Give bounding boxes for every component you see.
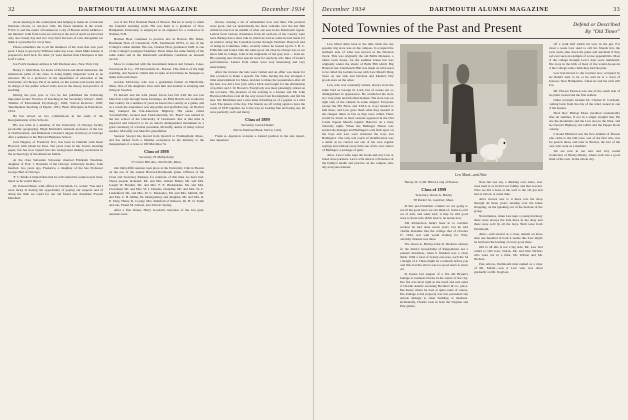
paragraph: Hersey W. to Mr. Hilton Long of Boston. [404,180,459,184]
class-address: 58 Parker St., Gardner, Mass. [413,198,455,203]
paragraph: Other travelers include Dr. Charles E. Caldwell, coming back from the day of the wind owned at one of the houses. [548,97,620,110]
paragraph: Herbert Hoar continues to practice law in Boston. His father, Hartmann Hoar of Claremont, N.H., Dartmouth 1870's, is one of the College's oldest alumni. His son, Charles Hoar, graduated 1928, is one of the College's youngest freshmen. Three times the same family of the same name and in the Dartmouth enrollment constitute an unusual record. [109,37,204,62]
left-columns [8,20,305,420]
paragraph: Frank A. Appleton occupies a trusted position in the sale depart. bus. departure [210,134,305,143]
paragraph: Jack Hagerty of Freehold, N.J., has been in Durham with Dean Howard, with whom he lives. Ten years were in the Town's morning paper, but has now lapsed into the background making excursions in the archaeology of the American Indian. [8,140,103,157]
paragraph: During the past year or two he has published the following important works: 'Practice of Teaching in the Secondary School', 1926; 'Outline of Educational Psychology', 1926; 'School Reviews', 1930; 'Intermediate Teaching of Pupils', 1931; 'Basic Principles in Education', 1934. [8,92,103,113]
byline-line-1: Defend or Described [573,22,620,29]
photo-caption: Lew Mead—and Alice [455,173,487,177]
right-page [314,0,628,420]
paragraph: son of the First National Bank of Boston. But he is ready to mark the founded teaching work. His son Kent is a graduate of New Hampshire University, is employed as an engineer for a contractor in Nashua, N.H. [109,20,204,37]
paragraph: 'F. J.' thinks it improbable that he will attend the reunion next June, much as he would like to. [8,174,103,183]
feature-title: Noted Townies of the Past and Present [322,21,523,35]
paragraph: Lew had moved to the location now occupied by the Rand's Aid; to be or he said he is a town of Pearson. New Hampshire, where he and his wife still live. [548,71,620,88]
right-center-columns [400,180,543,409]
class-heading: Class of 1898 [144,149,169,155]
byline-line-2: By "Old Timer" [585,28,620,35]
paragraph: shown, causing a bit of amusement now and then. The pictures were good, and we undoubtedly the most valuable over the last film within its reach as an exhibit of what one sees in the Dartmouth region. Letters from various classmates from all sections of the country were read. Bishop had a short talk in which he told us some he had made for an interior along the Canadian border through Vermont. Bancroft told of being in Columbus, Ohio, recently where he looked up Dr. J. B. C. Edmonds and found John the same good old chap he always was as we knew him in college. John is the ringleader of the grey Gus — Kiel ter. His opening new movies special were for anybody who likes of Grant's performances. Letters from others were very interesting and very entertaining. [210,20,305,69]
right-columns [322,42,620,409]
paragraph: After the movies the lads were visited and an affair was made for this occasion to make a speech, but John, having the day arranged a little entertainment for Mess, decided to make the presentation after all his best. Joe did a few jobs with a Dick and fought for the elimination of politics and J. W. Brown's. Everybody was most pleasingly attired on the occasion. The pleasure of the evening is a feature and Mr. John Harrison Maclure rode all the way down from Rockingham, and felt his best. Mr. Merriman sent a nice letter informing us of a gopher or a wild road. The guests of the day. The friends we all voting again to have the event of 1935 together. As to the way, in looking fine and being out, all were perfectly well and merry. [210,69,305,115]
paragraph: about dancing in the countryside and helping to make an occasional hilarious chorus, or out-door club, the finest students in the world. F.W.C.S. and the centre of business in a city of Boston and in addition a ten minutes' walk from town are arrived at the end of April we have had only one cloudy day and two very brief showers of rain. Altogether we think it a paradise for a boy here. [8,20,103,45]
paragraph: Alice, Lew's wife, kept the books and saw Lew at ticket store partners. Lew's wife died as a Professor of the family's health and practice on the campus. One day everyone learned. [322,153,394,170]
paragraph: Moor is connected with the investment dealers and brokers, Jones, Swartwout & Co., 170 Devonshire St., Boston. This firm is of the high standing, and Spencer claims that in spite of hard times he manages to make both ends meet. [109,62,204,79]
right-column-2 [400,180,469,409]
paragraph: Pete Alcron, Dartmouth man named as a clear of Mr. Mader—was it Lew who was often gradually on Mr. Dogboat. [474,261,543,274]
paragraph: Spencer Sawyer has moved from Ipswich to Framingham, Mass., and has turned from a lifetime occupation in the ministry to the management of a stone at 169 Merrimac St. [109,134,204,147]
right-issue-date: December 1934 [322,6,366,13]
paragraph: After a fine dinner, Harry Goodall's narration of the lost grad, reunions were [109,207,204,216]
right-column-3 [474,180,543,409]
right-running-head [322,6,620,16]
paragraph: Alter—said several as a class, mental on more than one hundred in both it seems this Lew might be had been the leading of every good mate. [474,231,543,244]
feature-byline [573,22,620,35]
paragraph: At the class Sebastian Schooner, married Elizabeth Newman, daughter of Prof. J. Newman of the Chicago University faculty. John married, two years ago, Frederica, a daughter of the late Professor George Bell of Chicago. [8,157,103,174]
paragraph: Alice Grown saw to it there was the shop through all those years, running over the home shopping, on the Quaking out of the nucleus of the group. [474,197,543,214]
paragraph: In Keene last August of a fire did Bryant's damage to business blocks in the center of the city. The fire was most right in the north and east sides of Charlie Adams' Greasing Brother's & Co. place. Bus Keery where he does at quite some of course. The damage to his property was but, prevented any serious damage to other building or business. Incidentally, Charlie took in both the Virginia and Yale games. [399,271,468,309]
paragraph: Lew Mead dates back to the time when the one popular dog store was on the campus. It occupied the northern side of what was known as the Davison block. This was originally the old Ballis Mansion, a rather town house, for the summer house but was originally under the shade of Balls Hill which Big Hanover has. Dartmouth Hall was made on what used to be called the Golden Goose with Lew Mead's Drug Store on one side and Davison and Meade's Dry goods store on the other. [322,42,394,83]
class-address: 57 Green Hill Ave., Northville, Mass. [131,160,182,165]
class-secretary: Secretary, Owen A. Hurley [415,193,453,198]
left-column-3 [210,20,305,420]
right-column-4 [549,42,621,409]
paragraph: The Owen A. Hurley-John D. Dickson tourney for the district stewardship of Ruspenburn, not a pennant marathon, when it finished was a close finish. With a total of twenty-one tees, each the 54 a margin of 3. There might be a rematch before you read this, but the above was too good news to leave out. [399,242,468,271]
paragraph: Note but one say, a thinking over Alice, ever even used it, as in the Lew family, and that was her. Who we did a bone at the well to the old gal and had at school, at some time. [474,180,543,197]
paragraph: Our thirty-fifth reunion took place at the University Club in Boston on the eve of the annual Harvard-Dartmouth game. Officers of the Class and Secretary Ramsey, for reunions of this time we have had. Those present included: Mr. and Mrs. Gilbert Butler, Mr. and Mrs. Joseph W. Bartlett, Mr. and Mrs. F. E. Buckholder, Mr. and Mrs. Cleveland, Mr. and Mrs. W. J. Daniels, Chandler, Mr. and Mrs. W. C. Lindenfeld, Mr. and Mrs. W. C. Mastenier, Mr. and Mrs. Merrill, Mr. and Mrs. C. B. Miller, Dr. Montgomery and daughter, Mr. and Mrs. R. E. Petty, Henry D. Cooley, Mrs. Rumford of Rideout, Dr. H. O. Tellet and son, Ernest M. Gibson, and John R. Spring. [109,166,204,207]
left-magazine-title: DARTMOUTH ALUMNI MAGAZINE [78,6,199,13]
paragraph: Please remember me to all the members of the class that own your pack. I hope to get up by Whitsun some day soon, when Mike Adeley is prepared to hold Jack. No other 'ya' were merrier than Thompson at that Golf Course. [8,45,103,62]
right-page-number: 33 [613,6,620,13]
paragraph: Dr. Edward Bates, with offices in Cincinnati, O., writes: 'You and I were lucky in having the opportunity of paying our respects and of doing the little we could for our old friend and classmate Everett Marshall.' [8,183,103,200]
paragraph: He has served on two commissions in the study of the Reorganization of the Schools. [8,114,103,123]
class-secretary: Secretary, H. Philip Patey [139,155,174,160]
feature-banner [322,20,620,39]
paragraph: Jim Richardson hadn't been in to Gardner because he had done seven years, but he told Charlie Donahue that the college that of October 27, 1934, was well worth visiting for. Why, certainly. Donnie was there. [399,221,468,242]
photo-image [400,44,543,170]
paragraph: Gordon McClarey, who was a gentleman farmer in Hinchville, Mass. One of his daughters lives with him and another is studying and living in Sweden. [109,79,204,92]
left-running-head [8,6,305,16]
right-center-block [400,42,543,409]
paragraph: Nevertheless, when Lew kept a young mortuary there were always the side there in the shop and there were sold by all the boys. Both were from Dartmouth. [474,214,543,231]
paragraph: His son John is a member of the University of Chicago faculty (economic geography). Hugh Merriam's assistant professor of the law at Northwestern, and Rinkstead a master's degree in history at Chicago after a semester at the Harvard Business School. [8,123,103,140]
left-issue-date: December 1934 [261,6,305,13]
paragraph: We are now in our new and very sound production of Ninety-Ninety, where each has a good mind of his own. In the whole city. [548,149,620,162]
photo-lew-mead [400,44,543,170]
paragraph: off a walk half which hit Lew in the gut. For about a week Lew used to call his friends into the back room, take down his pants and ask them if they had ever seen an example of worse appendicitis. Most of the college thought Lew's days were numbered. The store in the hills of most of the would-be-sports at the College some claim they had the plan. [548,42,620,71]
paragraph: Henry C. Merriman, for hours of the black and silent memories, the industrious paths of the class, is doing highly important work as an educator. He is a professor in the department of education at the University of Chicago. He is an author on the various text-books and is in charge of the public school visits and on the theory and practice of teaching. [8,67,103,92]
right-magazine-title: DARTMOUTH ALUMNI MAGAZINE [429,6,550,13]
left-column-2 [109,20,204,420]
paragraph: Pa Recent and his wife joined forces last fall with his son last March in a trip through Santo Domingo. As Billy Baird's son worked in that country for a number of years he knows the country as a guide, and as a result the experience was enjoyable and profitable trip. At Bolivar they tramped the Pan-American Highway. His estate called 'Lowlandville', located near Charlottesville, Va. 'Bond' was named in the law school of the University of Cincinnati. Just at this time is expected and believed to be an untold distinguished instrument in a great ceremony of a former president, McGuffy, author of many school readers. McGuffy was Merritt's grandfather. [109,92,204,134]
paragraph: Mr. Horace Pearson was one of the south side of the plant owned and the first settlers. [548,88,620,97]
paragraph: Most Rev. Bishop Moss travelled considerably after all summer, if not in a single straight line. He saw the mountains and the Lew area in the West, and the Lincoln Highway, the Gibbs and the Pepper Rock country. [548,110,620,131]
class-secretary: Secretary, Gwen Dasher [241,123,274,128]
left-page-number: 32 [8,6,15,13]
paragraph: In this pre-Christmas column we are going to put all the good news we can think of. Some is a bit out of date, and some isn't; it may be still good news to those who didn't hear it, he learns now. [399,204,468,221]
paragraph: Lew, who was constantly attired, always wore the same bold as George D. Lord, but of course not so distinguished in appearance. He conducted his store in a very plain and informal manner. The store was on right side of the campus in some elegant. Everyone except the Pitt Brow and Y.M.C.A. boys headed to him there, and Lew gave them what they needed at the cheaper times as fast as they were called. There would be about as most seasons appeared in the Old Castle Square Mead's regular Hanover on a busy Saturday night. When the Bellinger House was started the manager and Bellinger's only firm sport on the boys and Lew soon stationed the boys and Bellinger's. The only real touch of identification was a smile as he carried out one of his own regular sayings and without every time one of his own cannot of Bellinger, a package of gum. [322,83,394,153]
left-column-1 [8,20,103,420]
right-column-1 [322,42,394,409]
paragraph: Colonel Hubbard was the first Alumni of Boston who came to the Old Gaw, one of the first who was the person there, and later to Boston, the last of the Gaw who went as a member. [548,131,620,149]
paragraph: Joe Ford's business address is 540 Madison Ave., New York City. [13,62,100,67]
paragraph: Old to all this is not a big side. Mr. Lew had called to Old Gaw, Nolan, Mr. and Dan Nichols who were not in a time, Mr. Wilson and Mr. Nichols. [474,244,543,261]
class-heading: Class of 1899 [421,187,447,193]
class-heading: Class of 1899 [245,117,270,123]
class-address: Sierra National Bank, Sierra, Calif. [233,128,282,133]
